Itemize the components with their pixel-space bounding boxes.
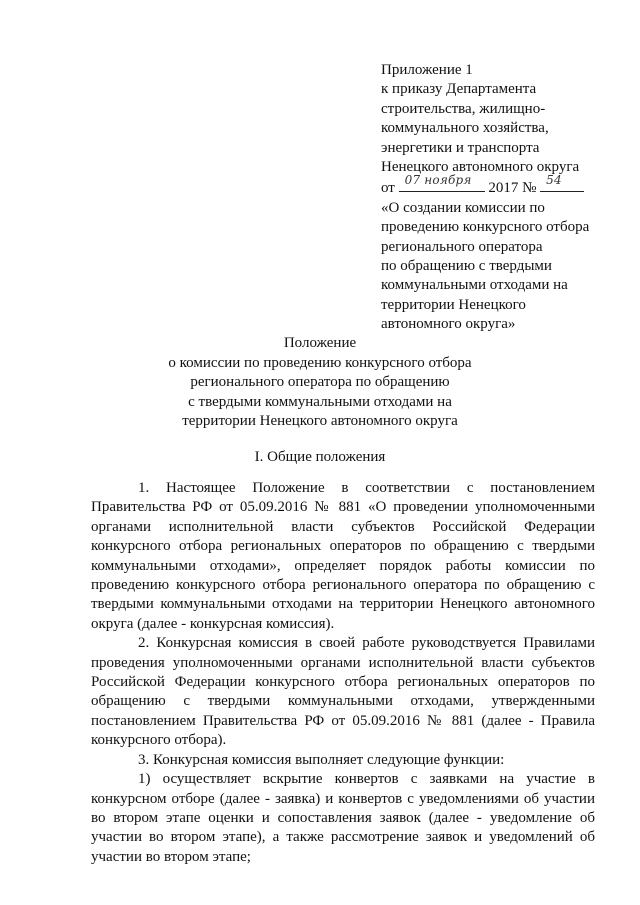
- paragraph-line: твердыми коммунальными отходами на территории Ненецкого автономного: [91, 596, 595, 613]
- paragraph-line: округа (далее - конкурсная комиссия).: [91, 615, 335, 632]
- paragraph-line: участии во втором этапе), а также рассмотрение заявок и уведомлений об: [91, 829, 595, 846]
- paragraph-line: конкурсном отборе (далее - заявка) и конвертов с уведомлениями об участии: [91, 790, 595, 807]
- title-line: с твердыми коммунальными отходами на: [188, 393, 452, 410]
- paragraph-1: [91, 479, 595, 634]
- order-title-line: проведению конкурсного отбора: [381, 219, 590, 236]
- paragraph-line: проведения уполномоченными органами исполнительной власти субъектов: [91, 654, 595, 671]
- paragraph-line: обращению с твердыми коммунальными отходами, утвержденными: [91, 693, 595, 710]
- document-title: [150, 334, 490, 432]
- paragraph-line: постановлением Правительства РФ от 05.09.2016 № 881 (далее - Правила: [91, 712, 595, 729]
- paragraph-4: [91, 770, 595, 867]
- paragraph-line: 1) осуществляет вскрытие конвертов с заявками на участие в: [138, 771, 595, 788]
- order-title-line: регионального оператора: [381, 238, 543, 255]
- paragraph-line: органами исполнительной власти субъектов Российской Федерации: [91, 518, 595, 535]
- appendix-line: Ненецкого автономного округа: [381, 159, 580, 176]
- paragraph-line: Правительства РФ от 05.09.2016 № 881 «О проведении уполномоченными: [91, 499, 595, 516]
- order-date-line: [381, 173, 621, 198]
- appendix-line: энергетики и транспорта: [381, 139, 540, 156]
- paragraph-line: 3. Конкурсная комиссия выполняет следующие функции:: [138, 751, 505, 768]
- title-line: о комиссии по проведению конкурсного отбора: [168, 354, 472, 371]
- appendix-block: [381, 61, 621, 335]
- handwritten-date: 07 ноября: [404, 173, 472, 188]
- paragraph-line: 1. Настоящее Положение в соответствии с постановлением: [138, 480, 595, 496]
- paragraph-2: [91, 634, 595, 750]
- order-title-line: по обращению с твердыми: [381, 258, 552, 275]
- appendix-line: Приложение 1: [381, 62, 473, 78]
- section-heading: I. Общие положения: [254, 449, 386, 465]
- year-number-label: 2017 №: [488, 180, 537, 197]
- paragraph-3: [91, 751, 595, 770]
- date-prefix: от: [381, 180, 395, 197]
- document-body: [91, 479, 595, 867]
- paragraph-line: участии во втором этапе;: [91, 848, 251, 865]
- appendix-line: коммунального хозяйства,: [381, 120, 549, 137]
- date-blank: [399, 173, 485, 192]
- paragraph-line: 2. Конкурсная комиссия в своей работе руководствуется Правилами: [138, 635, 595, 652]
- order-title-line: автономного округа»: [381, 316, 516, 333]
- paragraph-line: Российской Федерации конкурсного отбора региональных операторов по: [91, 674, 595, 691]
- appendix-line: строительства, жилищно-: [381, 100, 546, 117]
- paragraph-line: конкурсного отбора региональных операторов по обращению с твердыми: [91, 538, 595, 555]
- title-line: Положение: [283, 335, 357, 351]
- handwritten-number: 54: [546, 173, 562, 188]
- order-title-line: территории Ненецкого: [381, 296, 526, 313]
- appendix-line: к приказу Департамента: [381, 81, 537, 98]
- title-line: регионального оператора по обращению: [190, 374, 450, 391]
- paragraph-line: проведению конкурсного отбора регионального оператора по обращению с: [91, 577, 595, 594]
- order-title-line: коммунальными отходами на: [381, 277, 568, 294]
- title-line: территории Ненецкого автономного округа: [182, 413, 458, 430]
- number-blank: [540, 173, 584, 192]
- paragraph-line: во втором этапе оценки и сопоставления заявок (далее - уведомление об: [91, 809, 595, 826]
- paragraph-line: коммунальными отходами», определяет порядок работы комиссии по: [91, 557, 595, 574]
- order-title-line: «О создании комиссии по: [381, 199, 545, 216]
- paragraph-line: конкурсного отбора).: [91, 732, 227, 749]
